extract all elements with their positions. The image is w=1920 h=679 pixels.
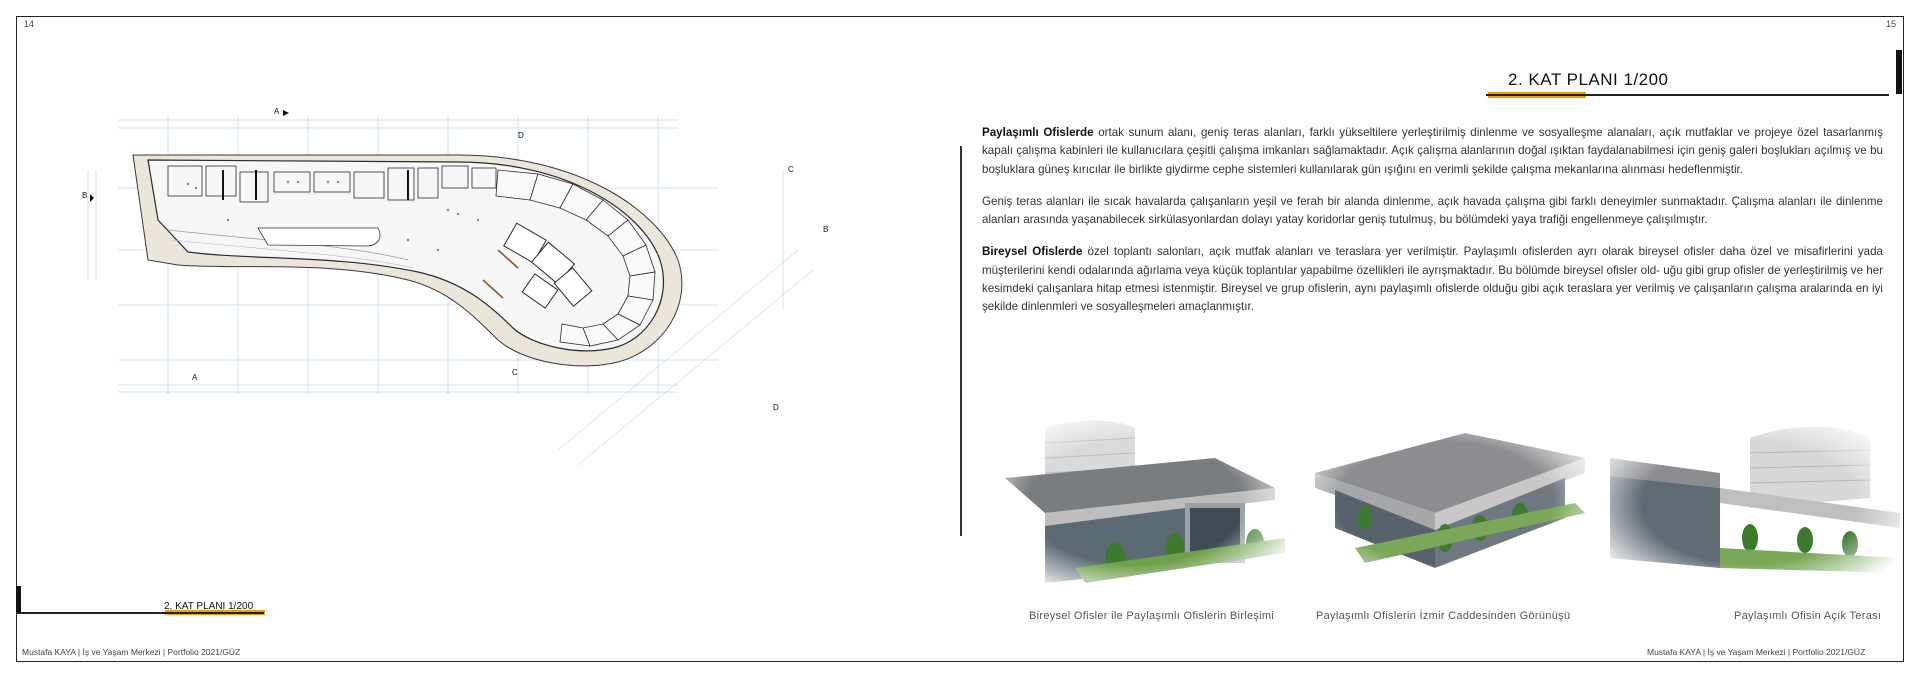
plan-caption-underline: [16, 612, 264, 614]
title-block: [1486, 70, 1906, 100]
page-title: 2. KAT PLANI 1/200: [1508, 70, 1669, 89]
paragraph-individual-offices: [982, 243, 1883, 316]
plan-marker-a-top: A: [274, 107, 280, 116]
plan-marker-d-top: D: [518, 131, 524, 140]
title-underline: [1486, 94, 1889, 96]
paragraph-body: Geniş teras alanları ile sıcak havalarda çalışanların yeşil ve ferah bir alanda dinlenme, açık havada çalışma gibi farklı deneyimler sunmaktadır. Çalışma alanları ile dinlenme alanları arasında yaşanabilecek sirkülasyonlardan dolayı yatay koridorlar geniş tutulmuş, bu bölümdeki yaya trafiği engellenmeye çalışılmıştır.: [982, 194, 1883, 227]
plan-marker-a-bottom: A: [192, 373, 198, 382]
render-image-1: [985, 418, 1285, 588]
footer-left: Mustafa KAYA | İş ve Yaşam Merkezi | Portfolio 2021/GÜZ: [22, 647, 241, 657]
plan-caption-bar: [16, 586, 21, 612]
plan-marker-c-bottom: C: [512, 368, 518, 377]
plan-marker-b-left: B: [82, 191, 88, 200]
render-image-3: [1600, 418, 1900, 588]
paragraph-shared-offices: [982, 124, 1883, 179]
render-image-2: [1295, 418, 1595, 588]
text-divider-line: [960, 146, 962, 536]
paragraph-body: özel toplantı salonları, açık mutfak alanları ve teraslara yer verilmiştir. Paylaşımlı ofislerden ayrı olarak bireysel ofisler daha özel ve misafirlerini yada müşterilerini kendi odalarında ağırlama veya küçük toplantılar yapabilme özellikleri ile ayrışmaktadır. Bu bölümde bireysel ofisler old- uğu gibi grup ofisler de yerleştirilmiş ve her kesimdeki çalışanlara hitap etmesi istenmiştir. Bireysel ve grup ofislerin, aynı paylaşımlı ofislerde olduğu gibi açık teraslara yer verilmiş ve çalışanların çalışma aralarında en iyi şekilde dinlenmleri ve sosyalleşmeleri amaçlanmıştır.: [982, 245, 1883, 314]
plan-caption: 2. KAT PLANI 1/200: [164, 601, 254, 612]
paragraph-body: ortak sunum alanı, geniş teras alanları, farklı yükseltilere yerleştirilmiş dinlenme ve sosyalleşme alanaları, açık mutfaklar ve projeye özel tasarlanmış kapalı çalışma kabinleri ile kullanıcılara çeşitli çalışma imkanları sağlamaktadır. Açık çalışma alanlarının doğal ışıktan faydalanabilmesi için geniş galeri boşlukları açılmış ve bu boşluklara güneş kırıcılar ile birlikte giydirme cephe sistemleri kullanılarak gün ışığını en verimli şekilde çalışma mekanlarına alınması hedeflenmiştir.: [982, 126, 1883, 176]
plan-marker-c-right: C: [788, 165, 794, 174]
description-text: [982, 124, 1883, 331]
page-number-right: 15: [1886, 19, 1897, 29]
paragraph-lead: Paylaşımlı Ofislerde: [982, 126, 1094, 139]
footer-right: Mustafa KAYA | İş ve Yaşam Merkezi | Portfolio 2021/GÜZ: [1647, 647, 1866, 657]
render-caption-2: Paylaşımlı Ofislerin İzmir Caddesinden Görünüşü: [1316, 610, 1571, 622]
plan-marker-b-right: B: [823, 225, 829, 234]
render-caption-3: Paylaşımlı Ofisin Açık Terası: [1734, 610, 1882, 622]
page-number-left: 14: [24, 19, 35, 29]
floor-plan-drawing: [78, 100, 898, 480]
paragraph-lead: Bireysel Ofislerde: [982, 245, 1083, 259]
render-caption-1: Bireysel Ofisler ile Paylaşımlı Ofislerin Birleşimi: [1029, 610, 1275, 622]
plan-marker-d-bottom: D: [773, 403, 779, 412]
paragraph-terraces: [982, 193, 1883, 230]
